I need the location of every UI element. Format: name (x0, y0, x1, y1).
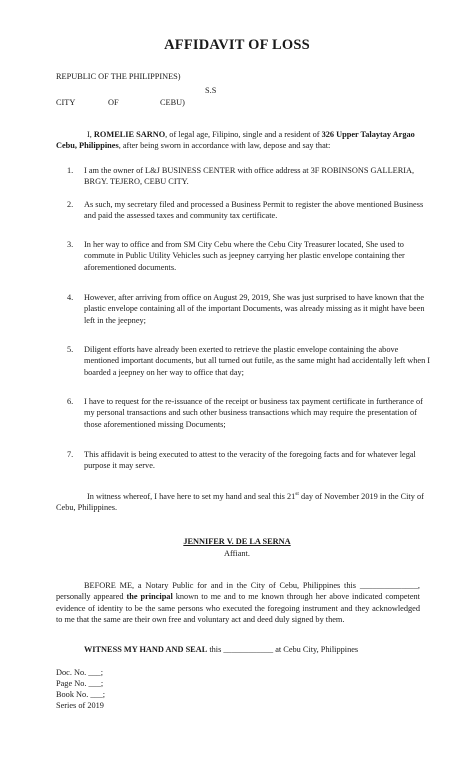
caption-cebu: CEBU) (160, 98, 185, 107)
witness-seal-blank: ____________ (223, 645, 274, 654)
intro-mid: , of legal age, Filipino, single and a resident of (165, 130, 322, 139)
witness-seal-bold: WITNESS MY HAND AND SEAL (84, 645, 208, 654)
caption-of: OF (108, 98, 119, 107)
witness-pre: In witness whereof, I have here to set my hand and seal this 21 (87, 491, 296, 501)
witness-sup: st (295, 491, 299, 497)
witness-seal-post: at Cebu City, Philippines (273, 645, 359, 654)
series: Series of 2019 (56, 701, 104, 710)
date-blank: ______________ (359, 581, 418, 590)
document-title: AFFIDAVIT OF LOSS (164, 37, 310, 53)
item-number: 1. (67, 166, 74, 175)
notary-paragraph (56, 580, 420, 625)
item-number: 7. (67, 450, 74, 459)
item-number: 5. (67, 345, 74, 354)
witness-post: day of November 2019 in the City of Cebu, Philippines. (56, 491, 424, 513)
item-text: In her way to office and from SM City Cebu where the Cebu City Treasurer located, She used to commute in Public Utility Vehicles such as jeepney carrying her plastic envelope containing ther aforementioned documents. (84, 240, 405, 272)
item-number: 6. (67, 397, 74, 406)
caption-city: CITY (56, 98, 76, 107)
notary-mid: , personally appeared (56, 581, 420, 602)
item-text: However, after arriving from office on August 29, 2019, She was just surprised to have known that the plastic envelope containing all of the important Documents, was already missing as it might have been left in the jeepney; (84, 293, 425, 325)
item-text: I am the owner of L&J BUSINESS CENTER with office address at 3F ROBINSONS GALLERIA, BRGY. TEJERO, CEBU CITY. (84, 166, 415, 187)
witness-paragraph (56, 489, 430, 513)
doc-no: Doc. No. ___; (56, 668, 104, 677)
intro-tail: , after being sworn in accordance with law, depose and say that: (118, 141, 331, 151)
caption-republic: REPUBLIC OF THE PHILIPPINES) (56, 72, 181, 81)
witness-seal-this: this (207, 645, 224, 654)
signatory-name: JENNIFER V. DE LA SERNA (183, 537, 291, 546)
page-no: Page No. ___; (56, 679, 104, 688)
item-number: 4. (67, 293, 74, 302)
item-number: 3. (67, 240, 74, 249)
book-no: Book No. ___; (56, 690, 106, 699)
witness-seal-line (84, 644, 434, 655)
notary-pre: BEFORE ME, a Notary Public for and in the City of Cebu, Philippines this (84, 581, 360, 590)
intro-paragraph (56, 129, 430, 152)
caption-ss: S.S (205, 86, 217, 95)
notary-post: known to me and to me known through her above indicated competent evidence of identity to be the same persons who executed the foregoing instrument and they acknowledged to me that the same are their own free and voluntary act and deed duly signed by them. (56, 592, 420, 624)
affiant-name: ROMELIE SARNO (93, 130, 166, 139)
item-text: As such, my secretary filed and processed a Business Permit to register the above mentioned Business and paid the assessed taxes and community tax certificate. (84, 200, 424, 221)
item-text: I have to request for the re-issuance of the receipt or business tax payment certificate in furtherance of my personal transactions and such other business transactions which may require the presentation of those aforementioned missing Documents; (84, 397, 423, 429)
item-text: This affidavit is being executed to attest to the veracity of the foregoing facts and for whatever legal purpose it may serve. (84, 450, 416, 471)
item-number: 2. (67, 200, 74, 209)
item-text: Diligent efforts have already been exerted to retrieve the plastic envelope containing the above mentioned important documents, but all turned out futile, as the same might had accidentally left when I boarded a jeepney on her way to office that day; (84, 345, 431, 377)
signatory-role: Affiant. (224, 549, 250, 558)
principal-text: the principal (126, 592, 173, 602)
intro-i: I, (87, 130, 94, 139)
affiant-address: 326 Upper Talaytay Argao Cebu, Philippines (56, 130, 415, 151)
